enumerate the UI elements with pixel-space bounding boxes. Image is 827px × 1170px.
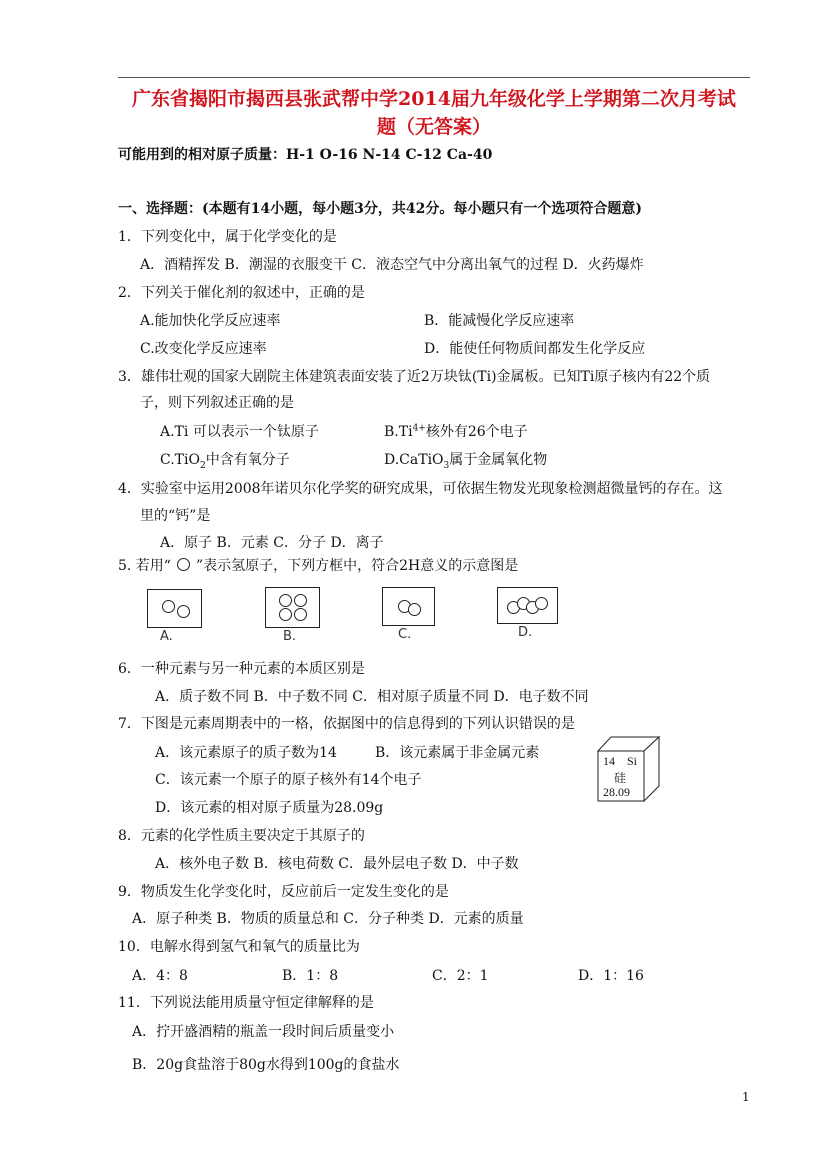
q7-stem: 7．下图是元素周期表中的一格，依据图中的信息得到的下列认识错误的是 bbox=[118, 716, 575, 732]
periodic-cell-mass: 28.09 bbox=[603, 785, 630, 799]
q5-stem: 5. 若用“ ”表示氢原子，下列方框中，符合2H意义的示意图是 bbox=[118, 558, 519, 574]
q4-stem-line1: 4．实验室中运用2008年诺贝尔化学奖的研究成果，可依据生物发光现象检测超微量钙的存在。这 bbox=[118, 481, 723, 497]
periodic-cell-number: 14 bbox=[603, 754, 615, 768]
atomic-masses: 可能用到的相对原子质量：H-1 O-16 N-14 C-12 Ca-40 bbox=[118, 147, 493, 163]
header-rule bbox=[118, 77, 750, 78]
diagram-label-c: C. bbox=[398, 627, 412, 642]
atom-circle bbox=[279, 594, 292, 607]
q2-option-d: D．能使任何物质间都发生化学反应 bbox=[424, 341, 646, 357]
q10-option-c: C．2：1 bbox=[432, 968, 489, 984]
q9-stem: 9．物质发生化学变化时，反应前后一定发生变化的是 bbox=[118, 884, 449, 900]
q2-option-b: B．能减慢化学反应速率 bbox=[424, 313, 575, 329]
atom-circle bbox=[408, 603, 421, 616]
q4-stem-line2: 里的“钙”是 bbox=[140, 508, 211, 524]
q7-option-b: B．该元素属于非金属元素 bbox=[375, 745, 540, 761]
diagram-label-d: D. bbox=[518, 625, 533, 640]
q3-option-a: A.Ti 可以表示一个钛原子 bbox=[160, 424, 319, 440]
q10-option-a: A．4：8 bbox=[132, 968, 188, 984]
atom-circle bbox=[177, 605, 190, 618]
page-title-line1: 广东省揭阳市揭西县张武帮中学2014届九年级化学上学期第二次月考试 bbox=[132, 88, 736, 110]
diagram-box-a bbox=[147, 589, 202, 628]
periodic-cell-name: 硅 bbox=[614, 771, 627, 785]
q2-stem: 2．下列关于催化剂的叙述中，正确的是 bbox=[118, 285, 365, 301]
atom-circle bbox=[294, 594, 307, 607]
q10-option-d: D．1：16 bbox=[578, 968, 644, 984]
atom-circle bbox=[535, 597, 548, 610]
periodic-cell-symbol: Si bbox=[627, 754, 638, 768]
q11-option-a: A．拧开盛酒精的瓶盖一段时间后质量变小 bbox=[132, 1024, 395, 1040]
q2-option-c: C.改变化学反应速率 bbox=[140, 341, 267, 357]
q2-option-a: A.能加快化学反应速率 bbox=[140, 313, 281, 329]
q10-stem: 10．电解水得到氢气和氧气的质量比为 bbox=[118, 939, 360, 955]
q1-stem: 1．下列变化中，属于化学变化的是 bbox=[118, 229, 337, 245]
q3-option-c: C.TiO$_2$中含有氧分子 bbox=[160, 452, 290, 471]
q11-option-b: B．20g食盐溶于80g水得到100g的食盐水 bbox=[132, 1057, 400, 1073]
q6-options: A．质子数不同 B．中子数不同 C．相对原子质量不同 D．电子数不同 bbox=[155, 689, 589, 705]
atom-circle bbox=[294, 608, 307, 621]
q1-options: A．酒精挥发 B．潮湿的衣服变干 C．液态空气中分离出氧气的过程 D．火药爆炸 bbox=[140, 257, 644, 273]
q3-option-d: D.CaTiO$_3$属于金属氧化物 bbox=[384, 452, 548, 471]
q3-option-b: $B.Ti^{4+}$核外有26个电子 bbox=[384, 423, 528, 440]
q11-stem: 11．下列说法能用质量守恒定律解释的是 bbox=[118, 995, 374, 1011]
diagram-box-b bbox=[265, 587, 320, 628]
q7-option-d: D．该元素的相对原子质量为28.09g bbox=[155, 800, 384, 816]
q6-stem: 6．一种元素与另一种元素的本质区别是 bbox=[118, 661, 365, 677]
q8-options: A．核外电子数 B．核电荷数 C．最外层电子数 D．中子数 bbox=[155, 856, 519, 872]
q10-option-b: B．1：8 bbox=[282, 968, 339, 984]
page-title-line2: 题（无答案） bbox=[376, 116, 491, 138]
diagram-label-a: A. bbox=[160, 629, 173, 644]
q8-stem: 8．元素的化学性质主要决定于其原子的 bbox=[118, 828, 365, 844]
hydrogen-atom-symbol bbox=[177, 558, 190, 571]
q3-stem-line1: 3．雄伟壮观的国家大剧院主体建筑表面安装了近2万块钛(Ti)金属板。已知Ti原子核内有22个质 bbox=[118, 369, 711, 385]
q3-stem-line2: 子，则下列叙述正确的是 bbox=[140, 395, 294, 411]
atom-circle bbox=[162, 600, 175, 613]
q9-options: A．原子种类 B．物质的质量总和 C．分子种类 D．元素的质量 bbox=[132, 911, 524, 927]
page-number: 1 bbox=[742, 1090, 750, 1104]
diagram-box-d bbox=[497, 587, 558, 624]
q4-options: A．原子 B．元素 C．分子 D．离子 bbox=[160, 535, 384, 551]
section-heading: 一、选择题：(本题有14小题，每小题3分，共42分。每小题只有一个选项符合题意) bbox=[118, 201, 642, 217]
q7-option-c: C．该元素一个原子的原子核外有14个电子 bbox=[155, 772, 422, 788]
diagram-label-b: B. bbox=[283, 629, 297, 644]
q7-option-a: A．该元素原子的质子数为14 bbox=[155, 745, 337, 761]
diagram-box-c bbox=[382, 587, 435, 626]
atom-circle bbox=[279, 608, 292, 621]
